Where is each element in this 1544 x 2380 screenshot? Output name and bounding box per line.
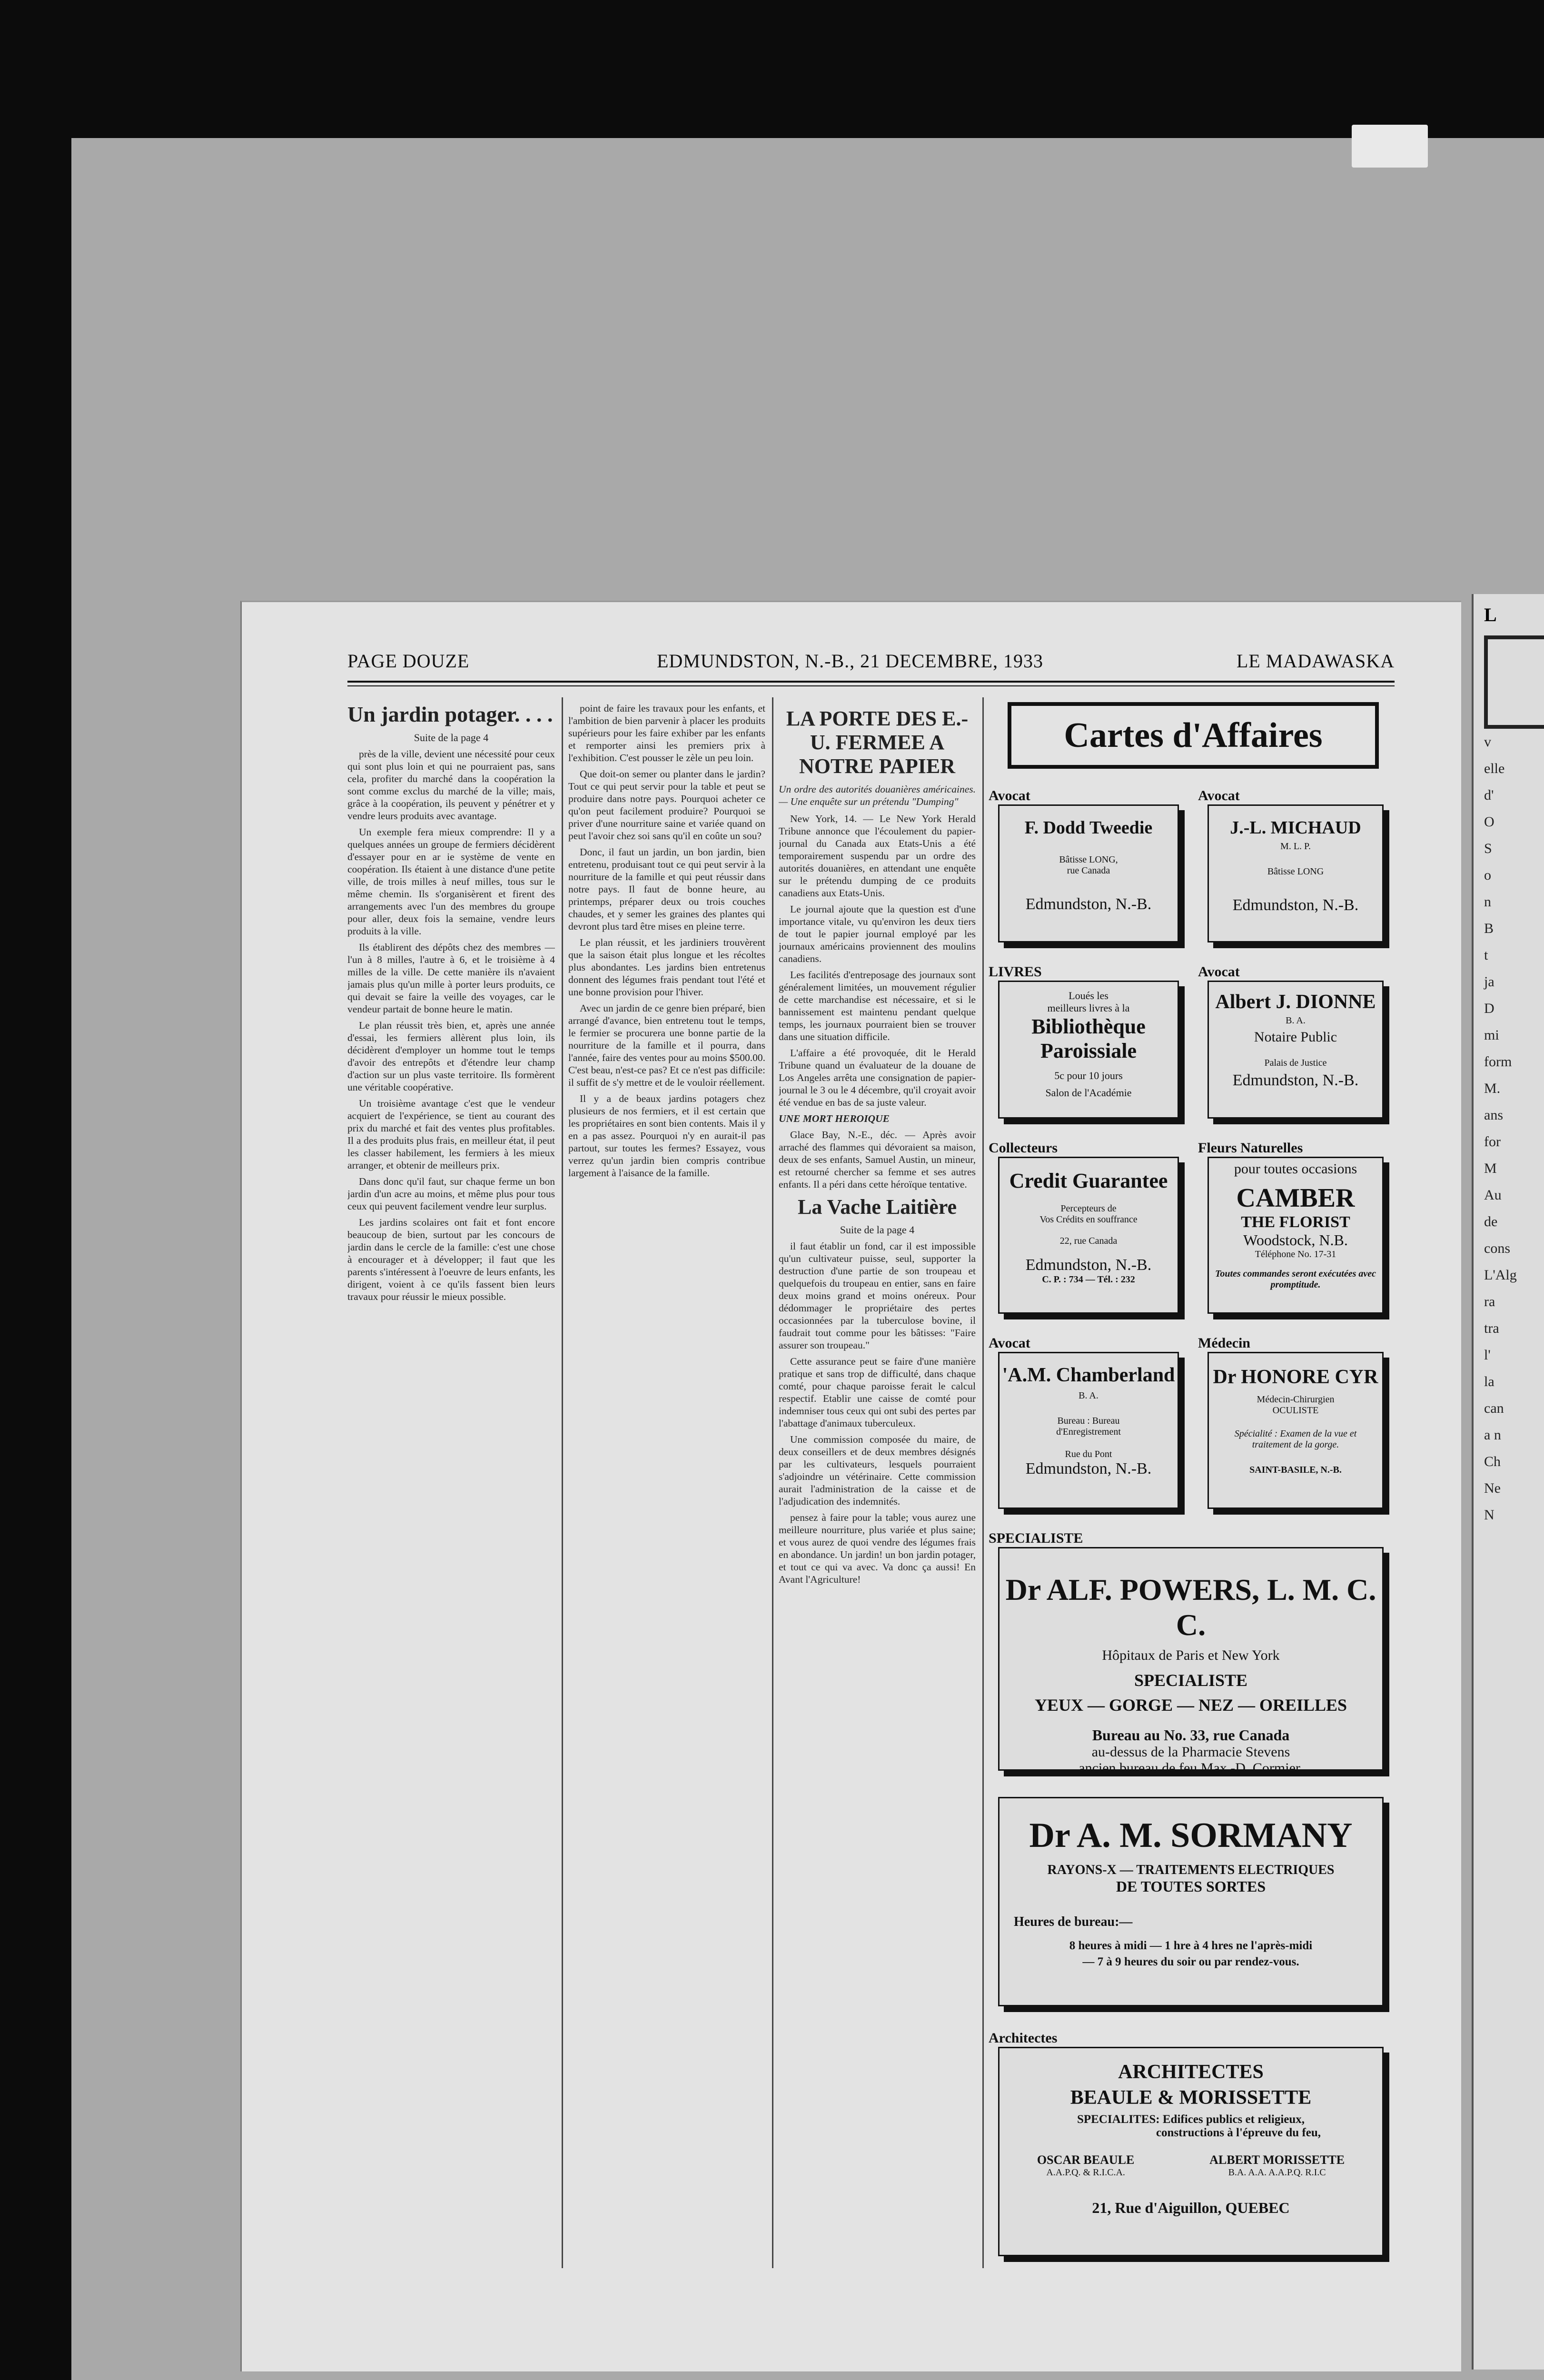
card-chamberland xyxy=(998,1352,1179,1509)
masthead-rule xyxy=(347,681,1395,683)
card-michaud xyxy=(1207,804,1384,942)
card-line: constructions à l'épreuve du feu, xyxy=(1156,2126,1321,2139)
paragraph: Donc, il faut un jardin, un bon jardin, bien entretenu, produisant tout ce qui peut servir à la nourriture de la famille et qui peut réussir dans notre pays. Il faut de bonne heure, au printemps, préparer deux ou trois couches chaudes, et y semer les graines des plantes qui devront plus tard être mises en pleine terre. xyxy=(568,846,765,932)
card-bibliotheque xyxy=(998,981,1179,1119)
card-note: Toutes commandes seront exécutées avec promptitude. xyxy=(1215,1269,1376,1290)
card-category: Avocat xyxy=(1198,964,1240,980)
card-line: Palais de Justice xyxy=(1264,1058,1327,1068)
card-sormany xyxy=(998,1797,1384,2006)
card-line: rue Canada xyxy=(1067,865,1110,876)
paragraph: point de faire les travaux pour les enfants, et l'ambition de bien parvenir à placer les produits supérieurs pour les faire exhiber par les enfants et remporter ainsi les premiers prix à l'exhibition. C'est pousser le zèle un peu loin. xyxy=(568,703,765,764)
masthead xyxy=(347,650,1395,678)
card-tweedie xyxy=(998,804,1179,942)
page-number: PAGE DOUZE xyxy=(347,650,470,672)
card-address: Edmundston, N.-B. xyxy=(1232,1071,1359,1089)
card-category: Avocat xyxy=(989,788,1030,803)
paragraph: pensez à faire pour la table; vous aurez une meilleure nourriture, plus variée et plus saine; et vous aurez de quoi vendre des légumes frais en abondance. Un jardin! un bon jardin potager, et tout ce qui va avec. Va donc ça aussi! En Avant l'Agriculture! xyxy=(779,1512,976,1585)
column-rule xyxy=(772,697,773,2268)
adjacent-text-fragment: o xyxy=(1484,867,1491,883)
paragraph: Le journal ajoute que la question est d'une importance vitale, vu qu'environ les deux tiers de tout le papier journal employé par les journaux américains proviennent des moulins canadiens. xyxy=(779,903,976,964)
card-category: Médecin xyxy=(1198,1335,1250,1351)
card-line: THE FLORIST xyxy=(1241,1213,1350,1231)
card-line: ARCHITECTES xyxy=(1118,2061,1264,2083)
paragraph: New York, 14. — Le New York Herald Tribune annonce que l'écoulement du papier-journal du Canada aux Etats-Unis a été temporairement suspendu par un ordre des autorités douanières, en attendant une enquête sur le prétendu dumping de ce produits canadiens aux Etats-Unis. xyxy=(779,813,976,899)
adjacent-text-fragment: de xyxy=(1484,1214,1498,1230)
card-dionne xyxy=(1207,981,1384,1119)
adjacent-text-fragment: t xyxy=(1484,947,1488,963)
adjacent-text-fragment: ja xyxy=(1484,974,1495,990)
adjacent-text-fragment: mi xyxy=(1484,1027,1499,1043)
card-line: Salon de l'Académie xyxy=(1045,1087,1132,1099)
card-powers xyxy=(998,1547,1384,1776)
adjacent-text-fragment: Ch xyxy=(1484,1454,1501,1469)
adjacent-text-fragment: v xyxy=(1484,734,1491,750)
adjacent-text-fragment: O xyxy=(1484,814,1495,830)
article-subhead: Suite de la page 4 xyxy=(414,732,489,744)
paragraph: Il y a de beaux jardins potagers chez plusieurs de nos fermiers, et il est certain que les propriétaires en sont bien contents. Mais il y en a pas assez. Pourquoi n'y en aurait-il pas partout, sur toutes les fermes? Essayez, vous verrez qu'un jardin bien compris contribue largement à l'aisance de la famille. xyxy=(568,1093,765,1179)
card-line: M. L. P. xyxy=(1280,841,1311,852)
card-address: Edmundston, N.-B. xyxy=(1025,895,1152,913)
card-line: 22, rue Canada xyxy=(1059,1236,1118,1246)
card-line: Heures de bureau:— xyxy=(1014,1914,1133,1929)
card-line: OCULISTE xyxy=(1272,1405,1319,1416)
adjacent-text-fragment: can xyxy=(1484,1400,1504,1416)
card-name: Bibliothèque xyxy=(1031,1015,1146,1038)
card-line: Médecin-Chirurgien xyxy=(1257,1394,1335,1405)
card-cyr xyxy=(1207,1352,1384,1509)
adjacent-text-fragment: form xyxy=(1484,1054,1512,1070)
card-name: F. Dodd Tweedie xyxy=(1024,818,1153,838)
card-line: meilleurs livres à la xyxy=(1047,1002,1130,1014)
card-line: Rue du Pont xyxy=(1065,1449,1112,1459)
card-credit-guarantee xyxy=(998,1157,1179,1314)
paragraph: Un troisième avantage c'est que le vendeur acquiert de l'expérience, se tient au courant des prix du marché et fait des ventes plus profitables. Il a des produits plus frais, en meilleur état, il peut les classer habilement, les fermiers à les mieux arranger, et obtenir de meilleurs prix. xyxy=(347,1098,555,1171)
card-line: RAYONS-X — TRAITEMENTS ELECTRIQUES xyxy=(1047,1863,1335,1877)
adjacent-text-fragment: tra xyxy=(1484,1320,1499,1336)
card-name: CAMBER xyxy=(1236,1183,1355,1213)
card-address: 21, Rue d'Aiguillon, QUEBEC xyxy=(1092,2199,1290,2216)
card-line: B. A. xyxy=(1286,1015,1306,1026)
card-line: Bureau : Bureau xyxy=(1057,1416,1120,1426)
vache-body xyxy=(779,1240,976,1586)
card-line: Notaire Public xyxy=(1254,1029,1337,1045)
article-headline: Un jardin potager. . . . xyxy=(347,702,553,726)
card-category: Avocat xyxy=(1198,788,1240,803)
card-name: Albert J. DIONNE xyxy=(1215,991,1376,1013)
newspaper-name: LE MADAWASKA xyxy=(1236,650,1395,672)
adjacent-text-fragment: L'Alg xyxy=(1484,1267,1517,1283)
card-line: Hôpitaux de Paris et New York xyxy=(1102,1647,1280,1663)
paragraph: Une commission composée du maire, de deux conseillers et de deux membres désignés par les cultivateurs, lesquels pourraient s'adjoindre un vétérinaire. Cette commission aurait l'administration de la caisse et de l'adjudication des indemnités. xyxy=(779,1434,976,1507)
adjacent-page-fragment xyxy=(1472,594,1544,2370)
paper-tab xyxy=(1352,125,1428,168)
card-line: Bureau au No. 33, rue Canada xyxy=(1092,1726,1290,1744)
adjacent-text-fragment: Au xyxy=(1484,1187,1502,1203)
adjacent-text-fragment: M xyxy=(1484,1160,1497,1176)
paragraph: Le plan réussit très bien, et, après une année d'essai, les fermiers allèrent plus loin, ils décidèrent d'employer un homme tout le temps d'avoir des entrepôts et d'étendre leur champ d'action sur un plus vaste territoire. Ils formèrent une véritable coopérative. xyxy=(347,1020,555,1093)
card-address: Edmundston, N.-B. xyxy=(1025,1460,1152,1478)
partner-name: OSCAR BEAULE xyxy=(1037,2153,1135,2167)
card-line: Woodstock, N.B. xyxy=(1243,1231,1348,1249)
adjacent-text-fragment: S xyxy=(1484,841,1492,856)
article-body xyxy=(347,748,555,1303)
card-line: pour toutes occasions xyxy=(1234,1161,1357,1177)
adjacent-text-fragment: d' xyxy=(1484,787,1494,803)
article-papier xyxy=(779,702,976,2273)
article-headline: LA PORTE DES E.-U. FERMEE A NOTRE PAPIER xyxy=(786,707,969,778)
adjacent-text-fragment: l' xyxy=(1484,1347,1491,1363)
paragraph: Ils établirent des dépôts chez des membres — l'un à 8 milles, l'autre à 6, et le troisième à 4 milles de la ville. De cette manière ils n'avaient jamais plus qu'un mille à porter leurs produits, ce qui devait se faire la veille des voyages, car le vendeur partait de bonne heure le matin. xyxy=(347,942,555,1015)
vache-headline: La Vache Laitière xyxy=(797,1195,957,1219)
card-line: d'Enregistrement xyxy=(1056,1427,1121,1437)
card-line: au-dessus de la Pharmacie Stevens xyxy=(1091,1744,1290,1760)
adjacent-page-text xyxy=(1474,729,1544,1528)
card-name: Dr ALF. POWERS, L. M. C. C. xyxy=(1005,1573,1376,1642)
adjacent-text-fragment: for xyxy=(1484,1134,1501,1150)
adjacent-text-fragment: Ne xyxy=(1484,1480,1501,1496)
paragraph: Avec un jardin de ce genre bien préparé, bien arrangé d'avance, bien entretenu tout le temps, le fermier se procurera une bonne partie de la nourriture de la famille et il pourra, dans l'année, faire des ventes pour au moins $500.00. C'est beau, n'est-ce pas? Et ce n'est pas difficile: il suffit de s'y mettre et de le vouloir réellement. xyxy=(568,1002,765,1088)
article-body xyxy=(779,813,976,1109)
card-category: Avocat xyxy=(989,1335,1030,1351)
column-rule xyxy=(562,697,563,2268)
card-category: Architectes xyxy=(989,2030,1058,2046)
adjacent-text-fragment: la xyxy=(1484,1374,1495,1389)
vache-subhead: Suite de la page 4 xyxy=(840,1224,915,1236)
card-name-2: Paroissiale xyxy=(1040,1039,1137,1062)
card-line: DE TOUTES SORTES xyxy=(1116,1878,1266,1895)
adjacent-text-fragment: cons xyxy=(1484,1240,1510,1256)
card-line: 8 heures à midi — 1 hre à 4 hres ne l'après-midi xyxy=(1069,1939,1313,1952)
card-beaule-morissette xyxy=(998,2047,1384,2256)
adjacent-text-fragment: D xyxy=(1484,1001,1495,1016)
adjacent-text-fragment: N xyxy=(1484,1507,1495,1523)
card-line: Bâtisse LONG xyxy=(1267,866,1324,877)
card-line: — 7 à 9 heures du soir ou par rendez-vous. xyxy=(1082,1955,1299,1968)
article-jardin-potager xyxy=(347,702,555,2273)
card-line: Vos Crédits en souffrance xyxy=(1039,1214,1138,1225)
card-address: Edmundston, N.-B. xyxy=(1025,1256,1152,1274)
card-line: SPECIALISTE xyxy=(1134,1671,1248,1690)
adjacent-page-header: L xyxy=(1484,604,1497,625)
card-line: SPECIALITES: Edifices publics et religieux, xyxy=(1077,2113,1305,2126)
adjacent-text-fragment: elle xyxy=(1484,761,1505,776)
partner-name: ALBERT MORISSETTE xyxy=(1209,2153,1345,2167)
adjacent-text-fragment: ra xyxy=(1484,1294,1495,1309)
cartes-title: Cartes d'Affaires xyxy=(1008,702,1379,769)
masthead-rule-thin xyxy=(347,685,1395,686)
paragraph: Un exemple fera mieux comprendre: Il y a quelques années un groupe de fermiers décidèrent d'essayer pour en ar ie système de vente en coopération. Ils étaient à une distance d'une petite ville, de trois milles à neuf milles, tous sur le même chemin. Ils s'organisèrent et firent des arrangements avec l'un des membres du groupe pour aller, deux fois la semaine, vendre leurs produits à la ville. xyxy=(347,826,555,937)
card-name: BEAULE & MORISSETTE xyxy=(1070,2087,1312,2109)
card-name: J.-L. MICHAUD xyxy=(1230,818,1361,838)
article-body xyxy=(568,702,765,1179)
adjacent-text-fragment: n xyxy=(1484,894,1491,910)
paragraph: Les jardins scolaires ont fait et font encore beaucoup de bien, surtout par les concours de jardin dans le cercle de la famille: c'est une chose à encourager et à développer; il faut que les parents s'intéressent à l'oeuvre de leurs enfants, les dirigent, voient à ce qu'ils fassent bien leurs travaux pour réussir le mieux possible. xyxy=(347,1217,555,1302)
card-name: Dr A. M. SORMANY xyxy=(1029,1816,1353,1855)
card-phone: C. P. : 734 — Tél. : 232 xyxy=(1042,1274,1135,1285)
card-line: B. A. xyxy=(1079,1390,1099,1401)
card-line: Loués les xyxy=(1069,990,1109,1002)
dateline: EDMUNDSTON, N.-B., 21 DECEMBRE, 1933 xyxy=(657,650,1043,672)
column-rule xyxy=(982,697,984,2268)
article-jardin-continued xyxy=(568,702,765,2273)
card-phone: Téléphone No. 17-31 xyxy=(1255,1249,1336,1259)
paragraph: il faut établir un fond, car il est impossible qu'un cultivateur puisse, seul, supporter la destruction d'une partie de son troupeau et quelquefois du troupeau en entier, sans en faire deux moins grand et moins onéreux. Pour dédommager le propriétaire des pertes occasionnées par la tuberculose bovine, il faudrait tout comme pour les bâtisses: "Faire assurer son troupeau." xyxy=(779,1240,976,1351)
card-line: ancien bureau de feu Max.-D. Cormier. xyxy=(1079,1760,1303,1776)
card-camber-florist xyxy=(1207,1157,1384,1314)
paragraph: Cette assurance peut se faire d'une manière pratique et sans trop de difficulté, dans chaque comté, pour chaque paroisse ferait le calcul respectif. Etablir une caisse de comté pour indemniser tous ceux qui ont subi des pertes par l'abattage d'animaux tuberculeux. xyxy=(779,1356,976,1429)
card-line: 5c pour 10 jours xyxy=(1054,1070,1123,1081)
paragraph: Dans donc qu'il faut, sur chaque ferme un bon jardin d'un acre au moins, et même plus pour tous ceux qui peuvent facilement vendre leur surplus. xyxy=(347,1176,555,1212)
heroic-headline: UNE MORT HEROIQUE xyxy=(779,1113,890,1124)
card-name: Dr HONORE CYR xyxy=(1213,1366,1378,1388)
card-name: Credit Guarantee xyxy=(1009,1169,1168,1192)
business-cards-section xyxy=(989,702,1396,2273)
heroic-body: Glace Bay, N.-E., déc. — Après avoir arraché des flammes qui dévoraient sa maison, deux de ses enfants, Samuel Austin, un mineur, est retourné chercher sa femme et ses autres enfants. Il a péri dans cette héroïque tentative. xyxy=(779,1129,976,1190)
paragraph: Les facilités d'entreposage des journaux sont généralement limitées, un mouvement régulier de cette marchandise est nécessaire, et si le bannissement est maintenu pendant quelque temps, les journaux pourraient bien se trouver dans une situation difficile. xyxy=(779,969,976,1042)
card-line: Bâtisse LONG, xyxy=(1059,854,1118,865)
adjacent-page-box xyxy=(1484,635,1544,729)
card-line: Percepteurs de xyxy=(1060,1203,1117,1214)
card-address: SAINT-BASILE, N.-B. xyxy=(1249,1465,1342,1475)
card-line: YEUX — GORGE — NEZ — OREILLES xyxy=(1034,1696,1347,1715)
card-category: SPECIALISTE xyxy=(989,1530,1083,1546)
adjacent-text-fragment: a n xyxy=(1484,1427,1501,1443)
partner-credentials: A.A.P.Q. & R.I.C.A. xyxy=(1046,2167,1125,2178)
paragraph: près de la ville, devient une nécessité pour ceux qui sont plus loin et qui ne pourraient pas, sans cela, profiter du marché dans la coopération la sont comme exclus du marché de la ville; mais, grâce à la coopération, ils peuvent y pénétrer et y vendre leurs produits avec avantage. xyxy=(347,748,555,822)
adjacent-text-fragment: ans xyxy=(1484,1107,1503,1123)
paragraph: L'affaire a été provoquée, dit le Herald Tribune quand un évaluateur de la douane de Los Angeles arrêta une consignation de papier-journal le 3 ou le 4 décembre, qu'il croyait avoir été vendue en bas de sa juste valeur. xyxy=(779,1047,976,1108)
card-category: Collecteurs xyxy=(989,1140,1058,1156)
card-name: 'A.M. Chamberland xyxy=(1002,1364,1175,1386)
adjacent-text-fragment: M. xyxy=(1484,1081,1501,1096)
paragraph: Le plan réussit, et les jardiniers trouvèrent que la saison était plus longue et les récoltes plus abondantes. Les jardins bien entretenus donnent des légumes frais pendant tout l'été et une bonne provision pour l'hiver. xyxy=(568,937,765,998)
card-address: Edmundston, N.-B. xyxy=(1232,896,1359,914)
card-category: LIVRES xyxy=(989,964,1042,980)
adjacent-text-fragment: B xyxy=(1484,921,1494,936)
newspaper-page xyxy=(240,601,1461,2371)
card-category: Fleurs Naturelles xyxy=(1198,1140,1303,1156)
partner-credentials: B.A. A.A. A.A.P.Q. R.I.C xyxy=(1228,2167,1326,2178)
article-deck: Un ordre des autorités douanières américaines. — Une enquête sur un prétendu "Dumping" xyxy=(779,783,976,807)
paragraph: Que doit-on semer ou planter dans le jardin? Tout ce qui peut servir pour la table et peut se produire dans notre pays. Pourquoi acheter ce qu'on peut facilement produire? Pourquoi se priver d'une nourriture saine et variée quand on peut l'avoir chez soi sans qu'il en coûte un sou? xyxy=(568,768,765,842)
card-line: Spécialité : Examen de la vue et traitement de la gorge. xyxy=(1234,1428,1357,1450)
